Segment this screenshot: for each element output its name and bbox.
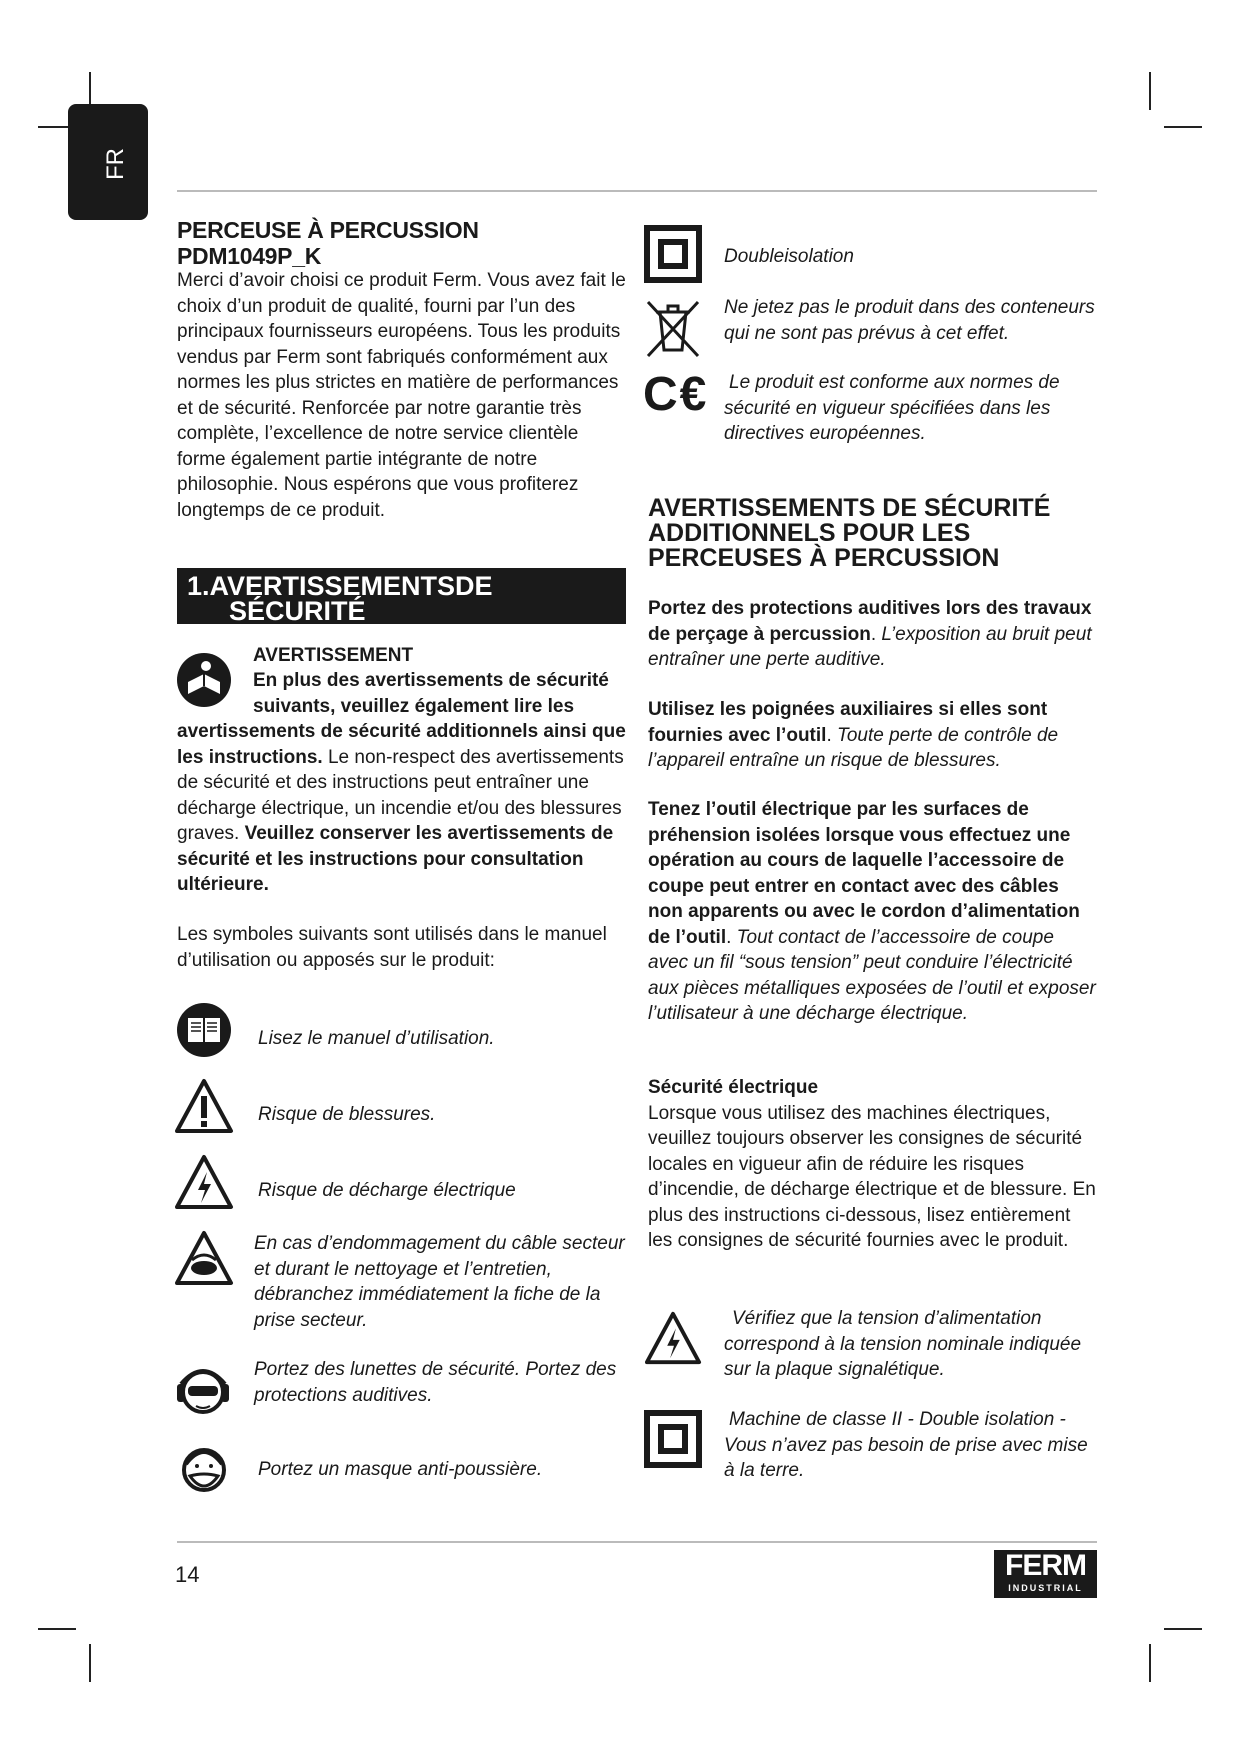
title-block: [177, 218, 627, 269]
warning-heading: AVERTISSEMENT: [253, 645, 414, 666]
language-tab: [68, 104, 148, 220]
rule-1-bold: Portez des protections auditives lors des travaux de perçage à percussion: [648, 598, 1092, 645]
language-tab-label: FR: [102, 148, 129, 180]
electrical-safety-heading: Sécurité électrique: [648, 1077, 819, 1098]
intro-text: Merci d’avoir choisi ce produit Ferm. Vous avez fait le choix d’un produit de qualité, fourni par l’un des principaux fournisseurs européens. Tous les produits vendus par Ferm sont fabriqués conformément aux normes les plus strictes en matière de performances et de sécurité. Renforcée par notre garantie très complète, l’excellence de notre service clientèle forme également partie intégrante de notre philosophie. Nous espérons que vous profiterez longtemps de ce produit.: [177, 270, 626, 521]
rule-1-italic: L’exposition au bruit peut entraîner une perte auditive.: [648, 623, 1092, 670]
crop-mark: [1164, 126, 1202, 128]
symbols-intro-text: Les symboles suivants sont utilisés dans le manuel d’utilisation ou apposés sur le produit:: [177, 924, 607, 971]
symbol-label: Lisez le manuel d’utilisation.: [258, 1028, 495, 1049]
ferm-logo: [994, 1550, 1097, 1598]
symbol-label: Portez un masque anti-poussière.: [258, 1459, 543, 1480]
warning-bold-text: En plus des avertissements de sécurité suivants, veuillez également lire les avertissements de sécurité additionnels ainsi que les instructions.: [177, 670, 626, 768]
crop-mark: [1149, 1644, 1151, 1682]
symbol-label: Ne jetez pas le produit dans des conteneurs qui ne sont pas prévus à cet effet.: [724, 297, 1095, 344]
page-title: PERCEUSE À PERCUSSION PDM1049P_K: [177, 217, 479, 269]
crop-mark: [1164, 1628, 1202, 1630]
rule-2-italic: Toute perte de contrôle de l’appareil entraîne un risque de blessures.: [648, 724, 1059, 771]
rule-2: Utilisez les poignées auxiliaires si elles sont fournies avec l’outil. Toute perte de contrôle de l’appareil entraîne un risque de blessures.: [648, 699, 1059, 771]
class-ii-icon: [644, 1410, 702, 1468]
electrical-safety-block: [648, 1075, 1098, 1254]
logo-sub: INDUSTRIAL: [1008, 1583, 1083, 1593]
crop-mark: [38, 1628, 76, 1630]
logo-brand: FERM: [1005, 1549, 1086, 1582]
warning-block: [177, 643, 627, 669]
voltage-check-icon: [644, 1310, 702, 1366]
rule-3: Tenez l’outil électrique par les surfaces de préhension isolées lorsque vous effectuez une opération au cours de laquelle l’accessoire de coupe peut entrer en contact avec des câbles non apparents ou avec le cordon d’alimentation de l’outil. Tout contact de l’accessoire de coupe avec un fil “sous tension” peut conduire l’électricité aux pièces métalliques exposées de l’outil et exposer l’utilisateur à une décharge électrique.: [648, 799, 1096, 1024]
symbol-label: Risque de blessures.: [258, 1104, 436, 1125]
section-2-heading-block: [648, 496, 1098, 571]
goggles-ear-protection-icon: [174, 1362, 232, 1422]
warning-bold-text-2: Veuillez conserver les avertissements de sécurité et les instructions pour consultation ultérieure.: [177, 823, 614, 895]
crop-mark: [89, 1644, 91, 1682]
top-rule: [177, 190, 1097, 192]
symbol-label: Doubleisolation: [724, 246, 854, 267]
symbol-label: En cas d’endommagement du câble secteur et durant le nettoyage et l’entretien, débranchez immédiatement la fiche de la prise secteur.: [254, 1233, 625, 1331]
symbol-label: Machine de classe II - Double isolation - Vous n’avez pas besoin de prise avec mise à la terre.: [724, 1409, 1088, 1481]
intro-block: [177, 268, 627, 523]
symbol-label: Portez des lunettes de sécurité. Portez des protections auditives.: [254, 1359, 617, 1406]
symbol-label: Le produit est conforme aux normes de sécurité en vigueur spécifiées dans les directives européennes.: [724, 372, 1060, 444]
symbols-intro-block: [177, 922, 627, 973]
section-2-heading: AVERTISSEMENTS DE SÉCURITÉ ADDITIONNELS POUR LES PERCEUSES À PERCUSSION: [648, 494, 1051, 572]
page-number: 14: [175, 1562, 200, 1587]
electrical-safety-text: Lorsque vous utilisez des machines électriques, veuillez toujours observer les consignes de sécurité locales en vigueur afin de réduire les risques d’incendie, de décharge électrique et de blessure. En plus des instructions ci-dessous, lisez entièrement les consignes de sécurité fournies avec le produit.: [648, 1102, 1096, 1251]
manual-book-icon: [176, 1002, 232, 1058]
ce-mark-icon: C€: [643, 368, 709, 421]
section-heading-1: [177, 568, 626, 624]
warning-normal-text: Le non-respect des avertissements de sécurité et des instructions peut entraîner une décharge électrique, un incendie et/ou des blessures graves.: [177, 746, 624, 844]
symbol-label: Risque de décharge électrique: [258, 1180, 516, 1201]
electric-shock-icon: [174, 1154, 234, 1210]
section-heading-line2: SÉCURITÉ: [229, 596, 366, 626]
section-heading-line1: 1.AVERTISSEMENTSDE: [187, 571, 493, 601]
rule-3-bold: Tenez l’outil électrique par les surfaces de préhension isolées lorsque vous effectuez une opération au cours de laquelle l’accessoire de coupe peut entrer en contact avec des câbles non apparents ou avec le cordon d’alimentation de l’outil: [648, 799, 1080, 948]
warning-triangle-icon: [174, 1078, 234, 1134]
warning-body: [177, 668, 627, 898]
rule-2-bold: Utilisez les poignées auxiliaires si elles sont fournies avec l’outil: [648, 699, 1048, 746]
rule-1: Portez des protections auditives lors des travaux de perçage à percussion. L’exposition au bruit peut entraîner une perte auditive.: [648, 598, 1092, 670]
symbol-label: Vérifiez que la tension d’alimentation correspond à la tension nominale indiquée sur la plaque signalétique.: [724, 1308, 1082, 1380]
dust-mask-icon: [176, 1442, 232, 1502]
double-insulation-icon: [644, 225, 702, 283]
unplug-warning-icon: [174, 1230, 234, 1286]
weee-bin-icon: [644, 298, 702, 360]
crop-mark: [1149, 72, 1151, 110]
bottom-rule: [177, 1541, 1097, 1543]
rule-3-italic: Tout contact de l’accessoire de coupe avec un fil “sous tension” peut conduire l’électricité aux pièces métalliques exposées de l’outil et exposer l’utilisateur à une décharge électrique.: [648, 926, 1096, 1024]
